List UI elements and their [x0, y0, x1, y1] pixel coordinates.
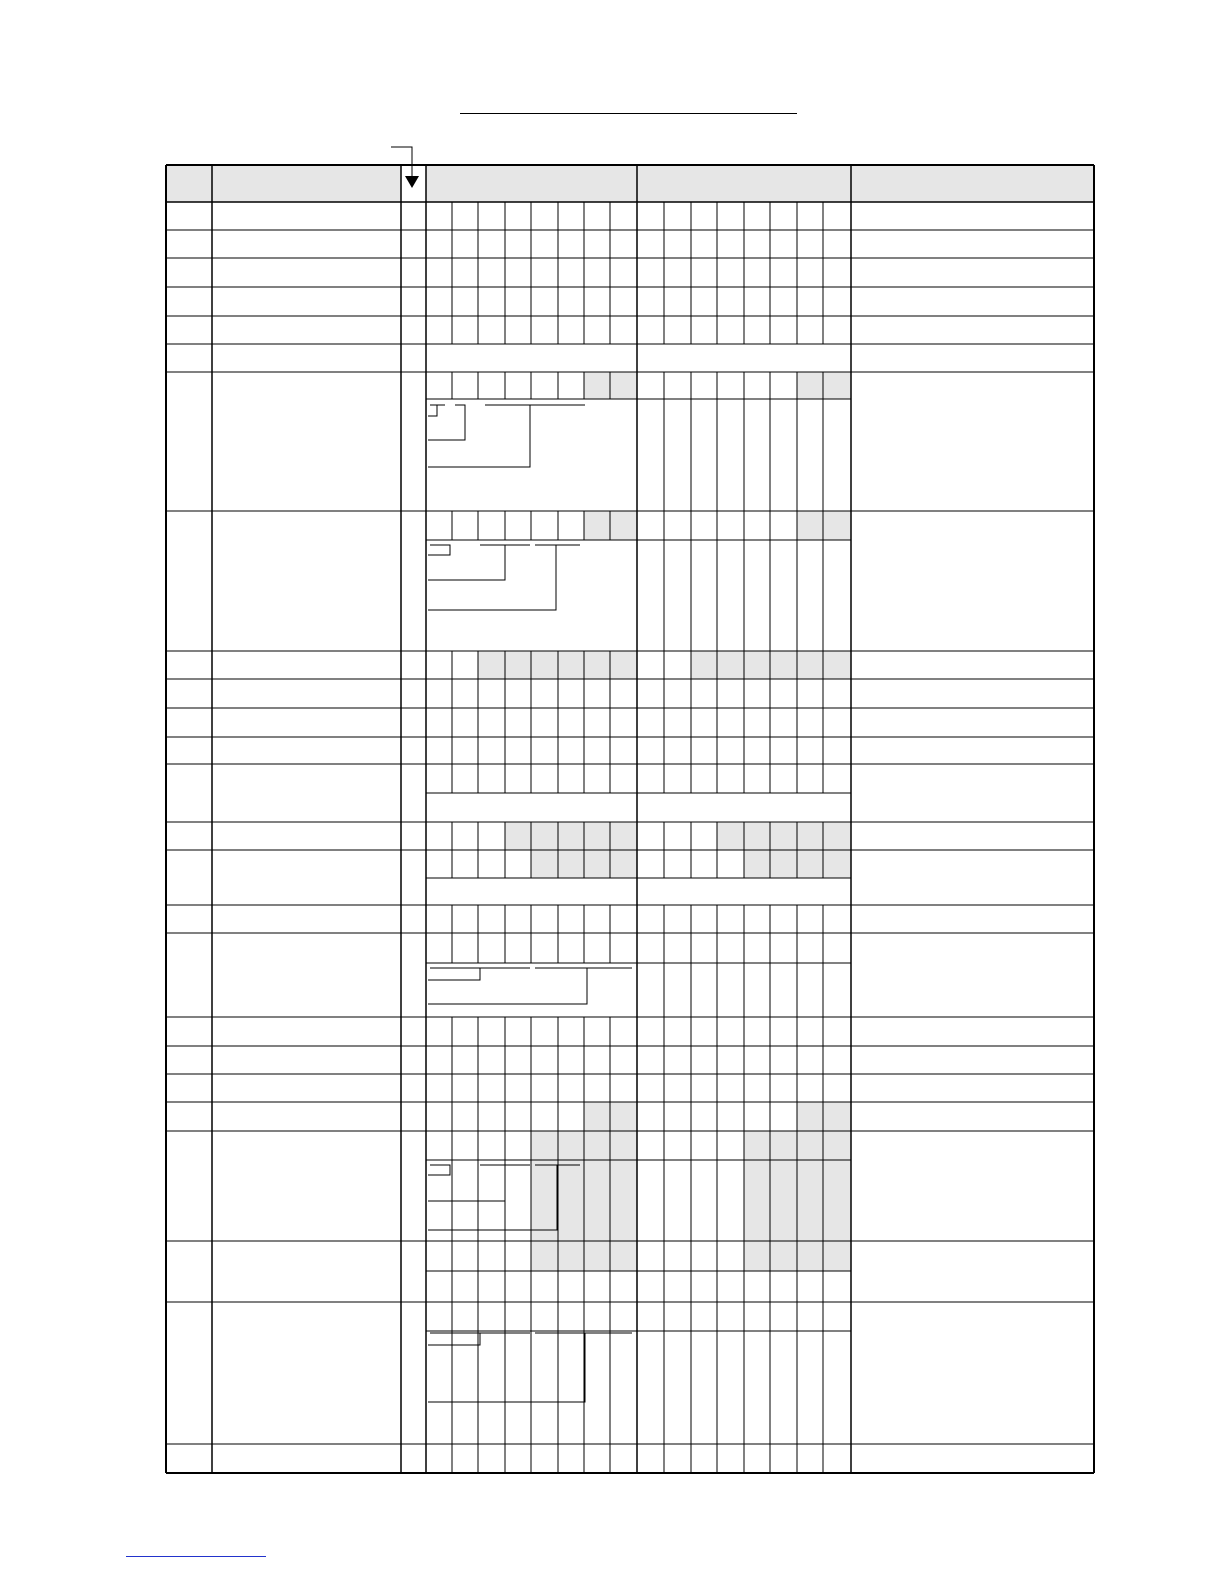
field-bracket — [428, 1333, 480, 1345]
shaded-bit-cell — [558, 822, 584, 850]
field-bracket — [428, 1165, 450, 1175]
field-bracket — [428, 968, 587, 1004]
shaded-bit-cell — [531, 1131, 558, 1271]
field-bracket — [428, 405, 465, 440]
shaded-bit-cell — [584, 850, 610, 878]
shaded-bit-cell — [505, 822, 531, 850]
field-bracket — [428, 405, 530, 467]
shaded-bit-cell — [584, 822, 610, 850]
shaded-bit-cell — [797, 651, 823, 679]
header-cell — [212, 165, 401, 202]
header-cell — [637, 165, 851, 202]
shaded-bit-cell — [744, 822, 770, 850]
shaded-bit-cell — [584, 511, 610, 540]
shaded-bit-cell — [797, 850, 823, 878]
shaded-bit-cell — [797, 372, 823, 399]
shaded-bit-cell — [770, 822, 797, 850]
shaded-bit-cell — [823, 651, 851, 679]
shaded-bit-cell — [744, 850, 770, 878]
field-bracket — [428, 968, 480, 980]
shaded-bit-cell — [770, 1131, 797, 1271]
shaded-bit-cell — [797, 511, 823, 540]
shaded-bit-cell — [584, 372, 610, 399]
header-cell — [166, 165, 212, 202]
shaded-bit-cell — [744, 651, 770, 679]
header-cell — [426, 165, 637, 202]
shaded-bit-cell — [823, 850, 851, 878]
header-cell — [851, 165, 1094, 202]
shaded-bit-cell — [531, 822, 558, 850]
field-bracket — [428, 405, 437, 416]
shaded-bit-cell — [505, 651, 531, 679]
shaded-bit-cell — [478, 651, 505, 679]
shaded-bit-cell — [823, 511, 851, 540]
field-bracket — [428, 545, 505, 580]
shaded-bit-cell — [610, 850, 637, 878]
shaded-bit-cell — [744, 1131, 770, 1271]
shaded-bit-cell — [584, 651, 610, 679]
shaded-bit-cell — [558, 651, 584, 679]
shaded-bit-cell — [823, 1131, 851, 1271]
shaded-bit-cell — [610, 651, 637, 679]
shaded-bit-cell — [691, 651, 717, 679]
shaded-bit-cell — [770, 850, 797, 878]
shaded-bit-cell — [797, 1131, 823, 1271]
shaded-bit-cell — [797, 822, 823, 850]
shaded-bit-cell — [531, 850, 558, 878]
field-bracket — [428, 545, 450, 555]
shaded-bit-cell — [823, 822, 851, 850]
shaded-bit-cell — [610, 1131, 637, 1271]
shaded-bit-cell — [558, 1131, 584, 1271]
shaded-bit-cell — [770, 651, 797, 679]
shaded-bit-cell — [717, 822, 744, 850]
shaded-bit-cell — [823, 372, 851, 399]
shaded-bit-cell — [558, 850, 584, 878]
shaded-bit-cell — [531, 651, 558, 679]
shaded-bit-cell — [610, 511, 637, 540]
shaded-bit-cell — [610, 822, 637, 850]
field-bracket — [428, 1165, 505, 1201]
shaded-bit-cell — [717, 651, 744, 679]
footer-link[interactable] — [126, 1556, 266, 1557]
shaded-bit-cell — [584, 1131, 610, 1271]
shaded-bit-cell — [610, 372, 637, 399]
